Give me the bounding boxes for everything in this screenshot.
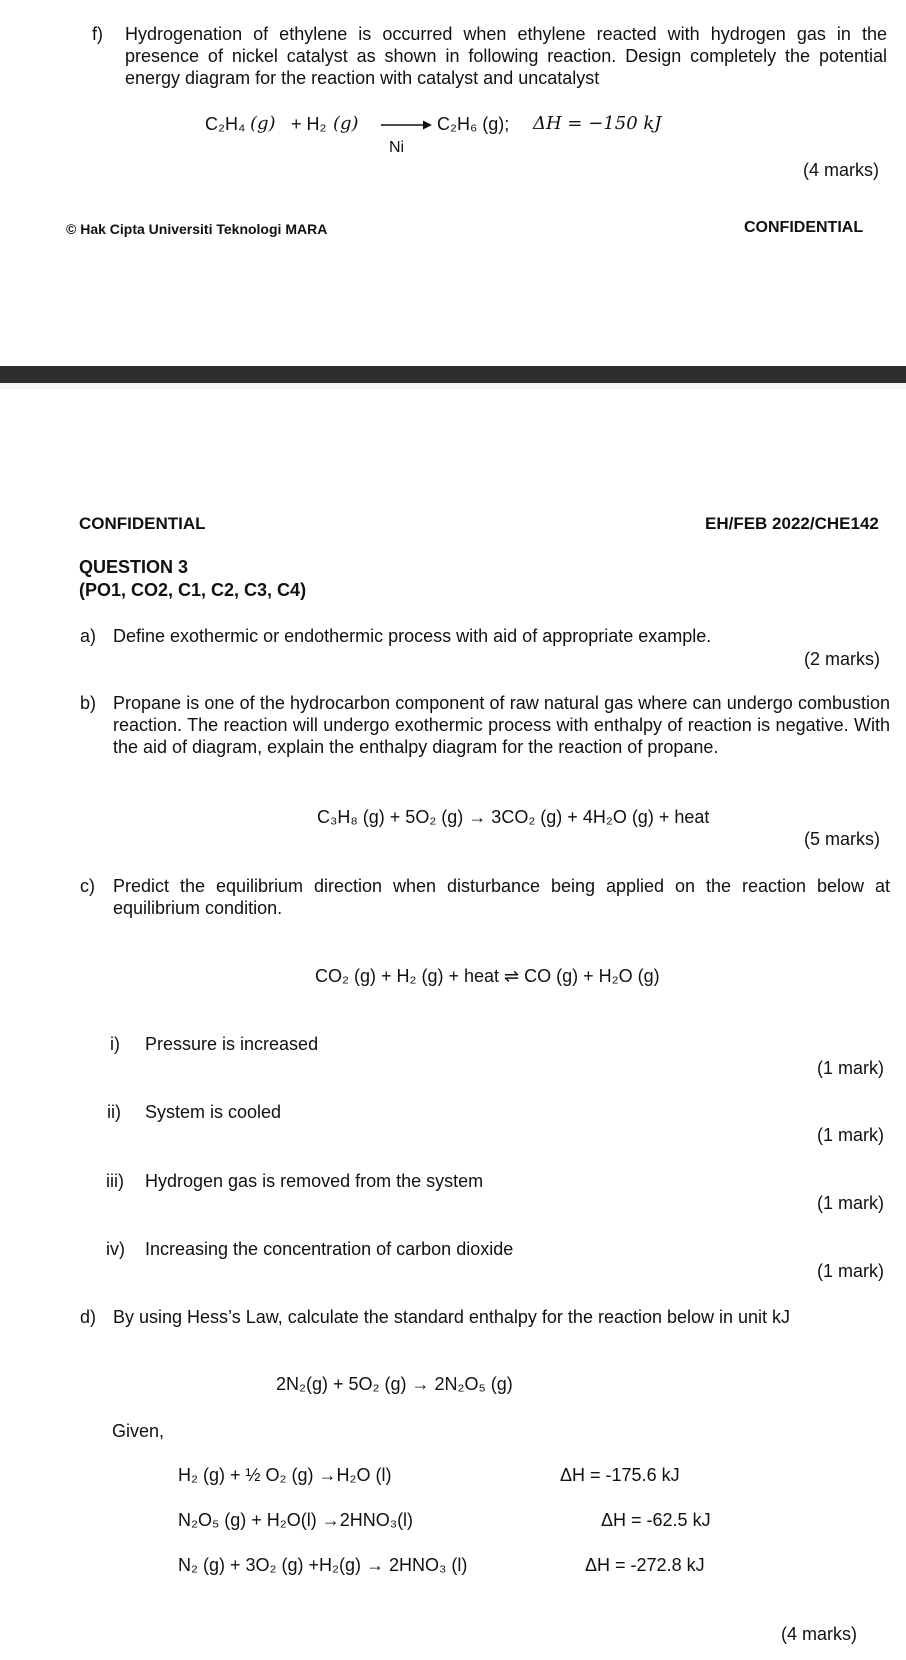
- part-f-text: Hydrogenation of ethylene is occurred when ethylene reacted with hydrogen gas in the presence of nickel catalyst as shown in following reaction. Design completely the potential energy diagram for the reaction with catalyst and uncatalyst: [125, 24, 887, 88]
- copyright-footer: © Hak Cipta Universiti Teknologi MARA: [66, 221, 328, 237]
- eq-catalyst: Ni: [389, 139, 405, 156]
- part-b-label: b): [80, 693, 97, 713]
- given-enthalpy: ΔH = -272.8 kJ: [585, 1555, 705, 1575]
- given-reaction: H₂ (g) + ½ O₂ (g) →H₂O (l): [178, 1465, 392, 1485]
- eq-state-1: (g): [250, 113, 276, 134]
- header-course-code: EH/FEB 2022/CHE142: [705, 514, 879, 533]
- eq-ethane: C₂H₆ (g);: [437, 114, 510, 134]
- part-d-text: By using Hess’s Law, calculate the standard enthalpy for the reaction below in unit kJ: [113, 1307, 791, 1327]
- equilibrium-equation: CO₂ (g) + H₂ (g) + heat ⇌ CO (g) + H₂O (g): [315, 966, 660, 986]
- item-marks: (1 mark): [817, 1125, 884, 1145]
- header-confidential: CONFIDENTIAL: [79, 514, 206, 533]
- part-d-marks: (4 marks): [781, 1624, 857, 1644]
- part-c-label: c): [80, 876, 95, 896]
- part-b-text: Propane is one of the hydrocarbon component of raw natural gas where can undergo combustion reaction. The reaction will undergo exothermic process with enthalpy of reaction is negative. With the aid of diagram, explain the enthalpy diagram for the reaction of propane.: [113, 693, 890, 757]
- part-f-label: f): [92, 24, 103, 44]
- page-gap: [0, 383, 906, 389]
- eq-enthalpy: ΔH = −150 kJ: [533, 113, 662, 134]
- given-enthalpy: ΔH = -62.5 kJ: [601, 1510, 711, 1530]
- given-label: Given,: [112, 1421, 165, 1441]
- reaction-arrow-icon: [381, 118, 433, 132]
- question-title: QUESTION 3: [79, 557, 189, 577]
- part-b-marks: (5 marks): [804, 829, 880, 849]
- item-num: iii): [106, 1171, 124, 1191]
- item-text: Hydrogen gas is removed from the system: [145, 1171, 484, 1191]
- given-enthalpy: ΔH = -175.6 kJ: [560, 1465, 680, 1485]
- target-reaction-equation: 2N₂(g) + 5O₂ (g) → 2N₂O₅ (g): [276, 1374, 513, 1394]
- part-a-label: a): [80, 626, 97, 646]
- item-text: Pressure is increased: [145, 1034, 319, 1054]
- part-d-label: d): [80, 1307, 97, 1327]
- eq-ethylene: C₂H₄: [205, 114, 246, 134]
- question-outcomes: (PO1, CO2, C1, C2, C3, C4): [79, 580, 307, 600]
- item-text: Increasing the concentration of carbon dioxide: [145, 1239, 514, 1259]
- part-c-text: Predict the equilibrium direction when disturbance being applied on the reaction below at equilibrium condition.: [113, 876, 890, 918]
- given-reaction: N₂O₅ (g) + H₂O(l) →2HNO₃(l): [178, 1510, 414, 1530]
- part-a-marks: (2 marks): [804, 649, 880, 669]
- confidential-footer: CONFIDENTIAL: [744, 219, 864, 236]
- page-divider: [0, 366, 906, 383]
- item-num: ii): [107, 1102, 121, 1122]
- item-marks: (1 mark): [817, 1261, 884, 1281]
- item-marks: (1 mark): [817, 1193, 884, 1213]
- eq-state-2: (g): [333, 113, 359, 134]
- part-f-marks: (4 marks): [803, 160, 879, 180]
- item-marks: (1 mark): [817, 1058, 884, 1078]
- given-reaction: N₂ (g) + 3O₂ (g) +H₂(g) → 2HNO₃ (l): [178, 1555, 468, 1575]
- part-a-text: Define exothermic or endothermic process with aid of appropriate example.: [113, 626, 712, 646]
- item-num: iv): [106, 1239, 125, 1259]
- item-text: System is cooled: [145, 1102, 282, 1122]
- propane-combustion-equation: C₃H₈ (g) + 5O₂ (g) → 3CO₂ (g) + 4H₂O (g) + heat: [317, 807, 710, 827]
- eq-hydrogen: + H₂: [291, 114, 327, 134]
- item-num: i): [110, 1034, 120, 1054]
